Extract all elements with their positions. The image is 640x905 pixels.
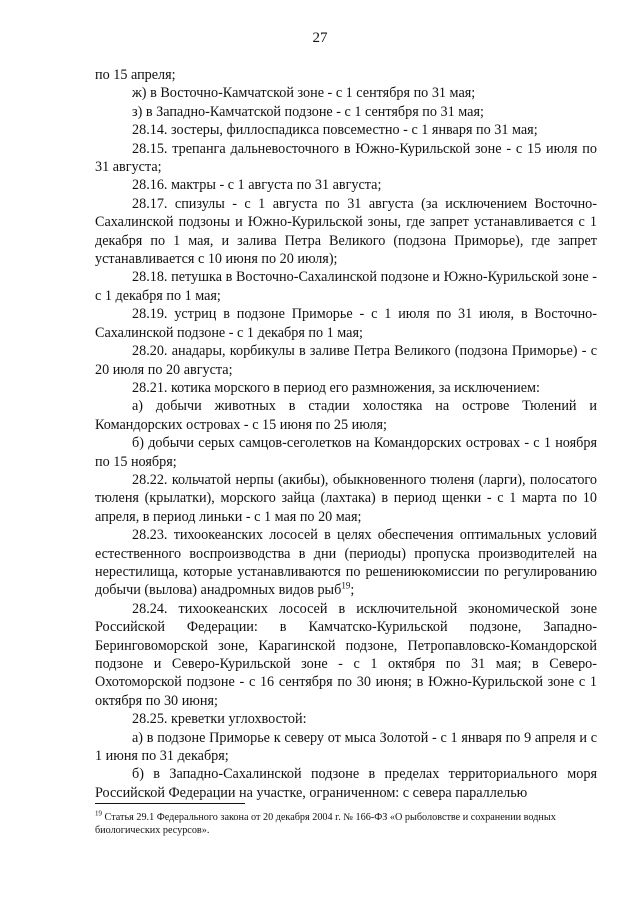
footnote-separator: [95, 803, 245, 804]
paragraph-28-16: 28.16. мактры - с 1 августа по 31 августа;: [132, 177, 382, 194]
footnote-text: Статья 29.1 Федерального закона от 20 декабря 2004 г. № 166-ФЗ «О рыболовстве и сохранении водных биологических ресурсов».: [95, 812, 556, 836]
paragraph-28-20: 28.20. анадары, корбикулы в заливе Петра Великого (подзона Приморье) - с 20 июля по 20 августа;: [95, 343, 597, 378]
paragraph-28-25-a: а) в подзоне Приморье к северу от мыса Золотой - с 1 января по 9 апреля и с 1 июня по 31 декабря;: [95, 729, 597, 765]
paragraph-28-21-b: б) добычи серых самцов-сеголетков на Командорских островах - с 1 ноября по 15 ноября;: [95, 435, 597, 470]
paragraph-28-18: 28.18. петушка в Восточно-Сахалинской подзоне и Южно-Курильской зоне - с 1 декабря по 1 мая;: [95, 269, 597, 304]
paragraph-28-25-b: б) в Западно-Сахалинской подзоне в пределах территориального моря Российской Федерации на участке, ограниченном: с севера параллелью: [95, 766, 597, 801]
paragraph-continuation: по 15 апреля;: [95, 67, 176, 83]
paragraph-28-14: 28.14. зостеры, филлоспадикса повсеместно - с 1 января по 31 мая;: [132, 122, 538, 139]
body-text: [95, 66, 597, 802]
paragraph-28-17: 28.17. спизулы - с 1 августа по 31 августа (за исключением Восточно-Сахалинской подзоны и Южно-Курильской зоны, где запрет устанавливается с 1 декабря по 1 мая, и залива Петра Великого (подзона Приморье), где запрет устанавливается с 10 июня по 20 июля);: [95, 195, 597, 268]
footnote-reference: 19: [341, 580, 351, 591]
footnote: [95, 811, 597, 837]
paragraph-28-23: 28.23. тихоокеанских лососей в целях обеспечения оптимальных условий естественного воспроизводства в дни (периоды) пропуска производителей на нерестилища, которые устанавливаются по решениюкомиссии по регулированию добычи (вылова) анадромных видов рыб$^{19}$;: [95, 527, 597, 599]
paragraph-28-21-a: а) добычи животных в стадии холостяка на острове Тюлений и Командорских островах - с 15 июня по 25 июля;: [95, 398, 597, 433]
paragraph-28-24: 28.24. тихоокеанских лососей в исключительной экономической зоне Российской Федерации: в Камчатско-Курильской подзоне, Западно-Беринговоморской зоне, Карагинской подзоне, Петропавловско-Командорской подзоне и Северо-Курильской зоне - с 1 октября по 31 мая; в Северо-Охотоморской подзоне - с 16 сентября по 30 июня; в Южно-Курильской зоне с 1 октября по 30 июня;: [95, 600, 597, 709]
footnote-number: 19: [95, 809, 102, 818]
paragraph-28-21: 28.21. котика морского в период его размножения, за исключением:: [132, 379, 540, 396]
paragraph-item-z: з) в Западно-Камчатской подзоне - с 1 сентября по 31 мая;: [132, 103, 484, 120]
page-number: 27: [312, 30, 328, 46]
paragraph-28-25: 28.25. креветки углохвостой:: [132, 711, 307, 728]
paragraph-28-15: 28.15. трепанга дальневосточного в Южно-Курильской зоне - с 15 июля по 31 августа;: [95, 140, 597, 176]
paragraph-28-23-text: 28.23. тихоокеанских лососей в целях обеспечения оптимальных условий естественного воспроизводства в дни (периоды) пропуска производителей на нерестилища, которые устанавливаются по решениюкомиссии по регулированию добычи (вылова) анадромных видов рыб: [95, 527, 597, 599]
paragraph-item-zh: ж) в Восточно-Камчатской зоне - с 1 сентября по 31 мая;: [132, 85, 476, 102]
paragraph-28-19: 28.19. устриц в подзоне Приморье - с 1 июля по 31 июля, в Восточно-Сахалинской подзоне - с 1 декабря по 1 мая;: [95, 306, 597, 341]
paragraph-28-22: 28.22. кольчатой нерпы (акибы), обыкновенного тюленя (ларги), полосатого тюленя (крылатки), морского зайца (лахтака) в период щенки - с 1 марта по 10 апреля, в период линьки - с 1 мая по 20 мая;: [95, 471, 597, 525]
